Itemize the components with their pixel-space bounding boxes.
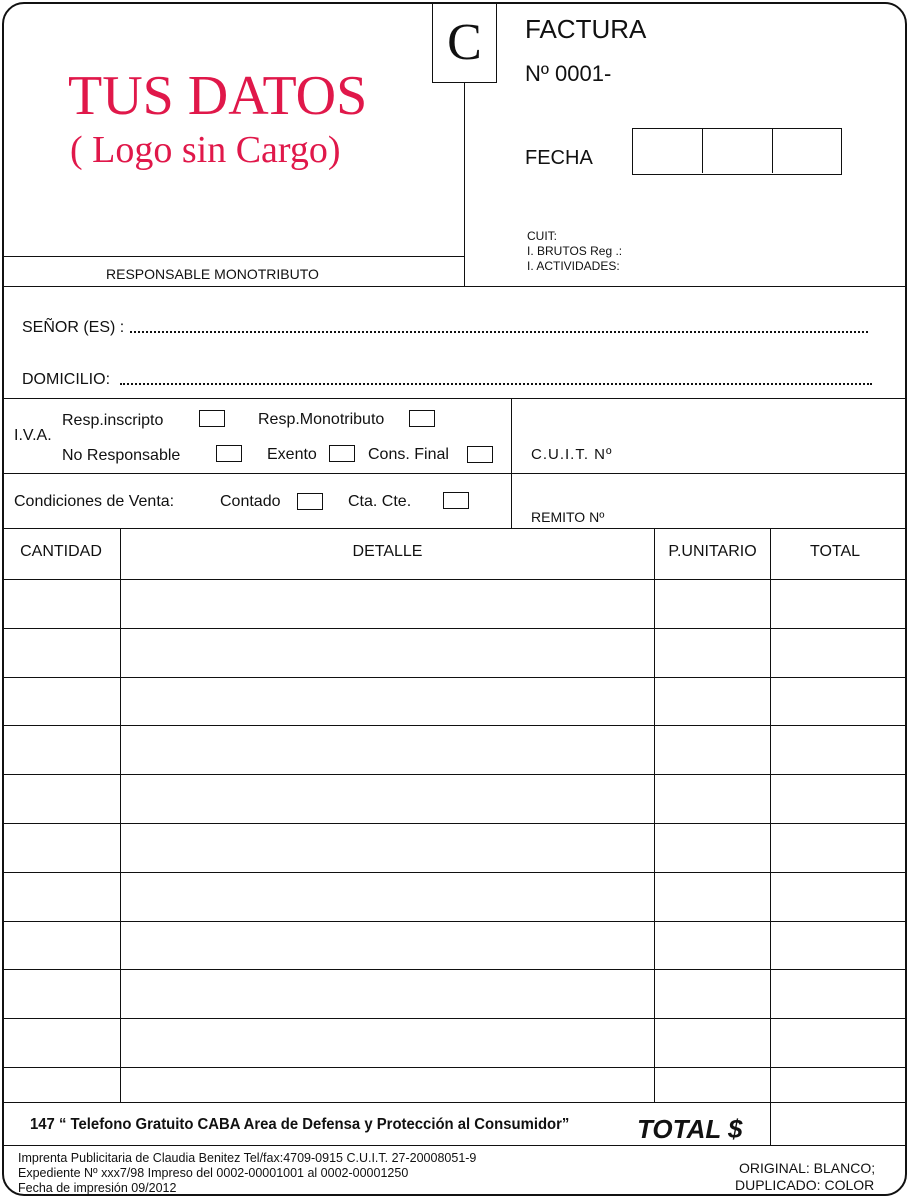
column-header-detalle: DETALLE (352, 543, 423, 560)
table-row (2, 1067, 907, 1116)
printer-line: Expediente Nº xxx7/98 Impreso del 0002-00001001 al 0002-00001250 (18, 1166, 409, 1180)
table-cell[interactable] (2, 823, 120, 872)
table-cell[interactable] (2, 677, 120, 726)
section-divider (2, 473, 907, 474)
sale-option-label: Cta. Cte. (348, 493, 412, 510)
ibrutos-label: I. BRUTOS Reg .: (527, 244, 623, 258)
table-cell[interactable] (655, 969, 770, 1018)
table-cell[interactable] (655, 579, 770, 628)
iva-option-label: No Responsable (62, 447, 181, 464)
footer-divider (2, 1145, 907, 1146)
cuit-label: CUIT: (527, 229, 557, 243)
remito-label: REMITO Nº (531, 509, 605, 525)
sale-conditions-label: Condiciones de Venta: (14, 493, 175, 510)
table-cell[interactable] (771, 823, 905, 872)
sale-option-label: Contado (220, 493, 281, 510)
table-cell[interactable] (655, 725, 770, 774)
senor-field[interactable] (130, 331, 868, 333)
table-cell[interactable] (121, 774, 654, 823)
table-cell[interactable] (121, 921, 654, 970)
copies-duplicado: DUPLICADO: COLOR (735, 1177, 875, 1193)
domicilio-field[interactable] (120, 383, 872, 385)
iva-no-responsable-checkbox[interactable] (216, 445, 242, 462)
table-cell[interactable] (655, 1067, 770, 1116)
logo-note: ( Logo sin Cargo) (70, 129, 341, 171)
table-row (2, 579, 907, 628)
table-row (2, 725, 907, 774)
table-cell[interactable] (655, 774, 770, 823)
table-cell[interactable] (771, 1018, 905, 1067)
table-cell[interactable] (2, 969, 120, 1018)
table-cell[interactable] (771, 579, 905, 628)
header-divider (2, 256, 464, 257)
table-cell[interactable] (655, 628, 770, 677)
actividades-label: I. ACTIVIDADES: (527, 259, 620, 273)
printer-line: Imprenta Publicitaria de Claudia Benitez Tel/fax:4709-0915 C.U.I.T. 27-20008051-9 (18, 1151, 477, 1165)
doc-type: FACTURA (525, 14, 647, 44)
table-cell[interactable] (121, 823, 654, 872)
table-row (2, 677, 907, 726)
table-row (2, 969, 907, 1018)
table-cell[interactable] (121, 872, 654, 921)
table-bottom-border (2, 1102, 907, 1103)
section-divider (2, 286, 907, 287)
column-header-punitario: P.UNITARIO (668, 543, 757, 560)
table-cell[interactable] (771, 677, 905, 726)
table-cell[interactable] (2, 774, 120, 823)
table-cell[interactable] (121, 725, 654, 774)
table-cell[interactable] (2, 1018, 120, 1067)
table-row (2, 921, 907, 970)
table-cell[interactable] (2, 921, 120, 970)
iva-cons-final-checkbox[interactable] (467, 446, 493, 463)
table-cell[interactable] (771, 628, 905, 677)
consumer-notice: 147 “ Telefono Gratuito CABA Area de Defensa y Protección al Consumidor” (30, 1116, 570, 1133)
table-cell[interactable] (771, 872, 905, 921)
table-row (2, 823, 907, 872)
total-label: TOTAL $ (637, 1114, 743, 1144)
table-cell[interactable] (121, 677, 654, 726)
iva-resp-monotributo-checkbox[interactable] (409, 410, 435, 427)
table-cell[interactable] (655, 677, 770, 726)
table-cell[interactable] (2, 579, 120, 628)
copies-original: ORIGINAL: BLANCO; (739, 1160, 876, 1176)
iva-exento-checkbox[interactable] (329, 445, 355, 462)
iva-option-label: Resp.inscripto (62, 412, 164, 429)
date-field-divider (702, 129, 703, 173)
column-header-cantidad: CANTIDAD (20, 543, 102, 560)
table-row (2, 872, 907, 921)
table-cell[interactable] (121, 969, 654, 1018)
section-divider (2, 398, 907, 399)
table-cell[interactable] (655, 823, 770, 872)
iva-option-label: Exento (267, 446, 317, 463)
table-cell[interactable] (2, 628, 120, 677)
invoice-number-label: Nº 0001- (525, 61, 612, 86)
iva-option-label: Resp.Monotributo (258, 411, 385, 428)
table-cell[interactable] (771, 1067, 905, 1116)
table-cell[interactable] (2, 872, 120, 921)
iva-vertical-divider (511, 398, 512, 528)
table-cell[interactable] (771, 774, 905, 823)
table-row (2, 774, 907, 823)
business-name: TUS DATOS (68, 65, 368, 127)
iva-label: I.V.A. (14, 427, 52, 444)
table-row (2, 1018, 907, 1067)
tax-category: RESPONSABLE MONOTRIBUTO (106, 266, 319, 282)
header-vertical-divider (464, 82, 465, 287)
printer-line: Fecha de impresión 09/2012 (18, 1181, 177, 1195)
contado-checkbox[interactable] (297, 493, 323, 510)
table-cell[interactable] (655, 1018, 770, 1067)
iva-resp-inscripto-checkbox[interactable] (199, 410, 225, 427)
domicilio-label: DOMICILIO: (22, 371, 111, 388)
table-cell[interactable] (121, 1067, 654, 1116)
invoice-letter-box: C (432, 3, 497, 83)
table-cell[interactable] (771, 725, 905, 774)
cta-cte-checkbox[interactable] (443, 492, 469, 509)
table-top-border (2, 528, 907, 529)
table-row (2, 628, 907, 677)
column-header-total: TOTAL (809, 543, 861, 560)
table-cell[interactable] (121, 628, 654, 677)
iva-option-label: Cons. Final (368, 446, 449, 463)
date-label: FECHA (525, 147, 593, 169)
table-cell[interactable] (771, 921, 905, 970)
table-cell[interactable] (655, 872, 770, 921)
date-field-divider (772, 129, 773, 173)
senor-label: SEÑOR (ES) : (22, 319, 125, 336)
table-cell[interactable] (121, 1018, 654, 1067)
table-cell[interactable] (121, 579, 654, 628)
cuit-no-label: C.U.I.T. Nº (531, 446, 613, 463)
table-cell[interactable] (2, 1067, 120, 1116)
table-cell[interactable] (2, 725, 120, 774)
table-cell[interactable] (655, 921, 770, 970)
date-field[interactable] (632, 128, 842, 175)
table-cell[interactable] (771, 969, 905, 1018)
